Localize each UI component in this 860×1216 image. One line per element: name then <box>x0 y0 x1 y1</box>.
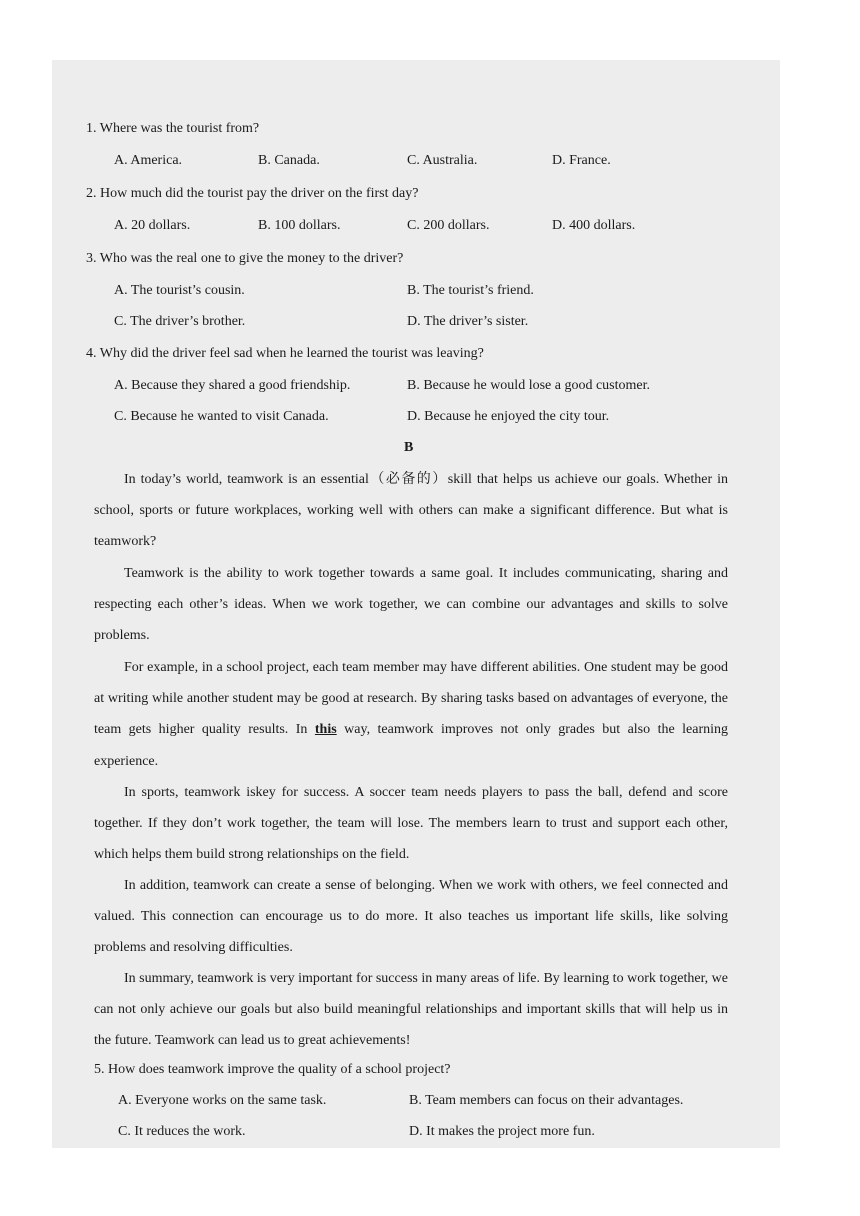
question-4-option-b: B. Because he would lose a good customer. <box>407 378 651 393</box>
question-2-option-a: A. 20 dollars. <box>114 218 191 233</box>
question-5-option-b: B. Team members can focus on their advantages. <box>409 1093 684 1108</box>
question-1-stem: 1. Where was the tourist from? <box>86 121 260 136</box>
passage-paragraph-1: In today’s world, teamwork is an essential（必备的）skill that helps us achieve our goals. Whether in school, sports or future workplaces, working well with others can make a significant difference. But what is teamwork? <box>94 472 728 550</box>
passage-paragraph-6: In summary, teamwork is very important for success in many areas of life. By learning to work together, we can not only achieve our goals but also build meaningful relationships and important skills that will help us in the future. Teamwork can lead us to great achievements! <box>94 971 728 1049</box>
question-5-option-a: A. Everyone works on the same task. <box>118 1093 327 1108</box>
question-1-option-d: D. France. <box>552 153 611 168</box>
question-1-option-b: B. Canada. <box>258 153 320 168</box>
question-2-option-c: C. 200 dollars. <box>407 218 490 233</box>
question-2-stem: 2. How much did the tourist pay the driver on the first day? <box>86 186 419 201</box>
passage-label: B <box>404 440 414 455</box>
passage-paragraph-3-part-1: For example, in a school project, each team member may have different abilities. One student may be good at writing while another student may be good at research. By sharing tasks based on advantages of everyone, the team gets higher quality results. In <box>94 660 728 738</box>
question-1-option-c: C. Australia. <box>407 153 478 168</box>
question-3-option-d: D. The driver’s sister. <box>407 314 529 329</box>
question-4-option-d: D. Because he enjoyed the city tour. <box>407 409 610 424</box>
exam-sheet <box>52 60 780 1148</box>
passage-paragraph-3 <box>94 652 728 777</box>
question-3-option-c: C. The driver’s brother. <box>114 314 246 329</box>
question-3-stem: 3. Who was the real one to give the money to the driver? <box>86 251 404 266</box>
question-4-option-c: C. Because he wanted to visit Canada. <box>114 409 329 424</box>
question-2-option-d: D. 400 dollars. <box>552 218 636 233</box>
question-4-option-a: A. Because they shared a good friendship. <box>114 378 351 393</box>
question-3-option-a: A. The tourist’s cousin. <box>114 283 245 298</box>
passage-paragraph-3-part-2: way, teamwork improves not only grades but also the learning experience. <box>94 722 729 769</box>
question-5-option-d: D. It makes the project more fun. <box>409 1124 595 1139</box>
passage-paragraph-5: In addition, teamwork can create a sense of belonging. When we work with others, we feel connected and valued. This connection can encourage us to do more. It also teaches us important life skills, like solving problems and resolving difficulties. <box>94 878 728 956</box>
question-2-option-b: B. 100 dollars. <box>258 218 341 233</box>
question-5-option-c: C. It reduces the work. <box>118 1124 246 1139</box>
question-5-stem: 5. How does teamwork improve the quality of a school project? <box>94 1062 451 1077</box>
question-3-option-b: B. The tourist’s friend. <box>407 283 534 298</box>
question-1-option-a: A. America. <box>114 153 183 168</box>
passage-paragraph-2: Teamwork is the ability to work together towards a same goal. It includes communicating, sharing and respecting each other’s ideas. When we work together, we can combine our advantages and skills to solve problems. <box>94 566 728 644</box>
question-4-stem: 4. Why did the driver feel sad when he learned the tourist was leaving? <box>86 346 484 361</box>
emphasis-word: this <box>314 722 337 738</box>
passage-paragraph-4: In sports, teamwork iskey for success. A soccer team needs players to pass the ball, defend and score together. If they don’t work together, the team will lose. The members learn to trust and support each other, which helps them build strong relationships on the field. <box>94 785 728 863</box>
